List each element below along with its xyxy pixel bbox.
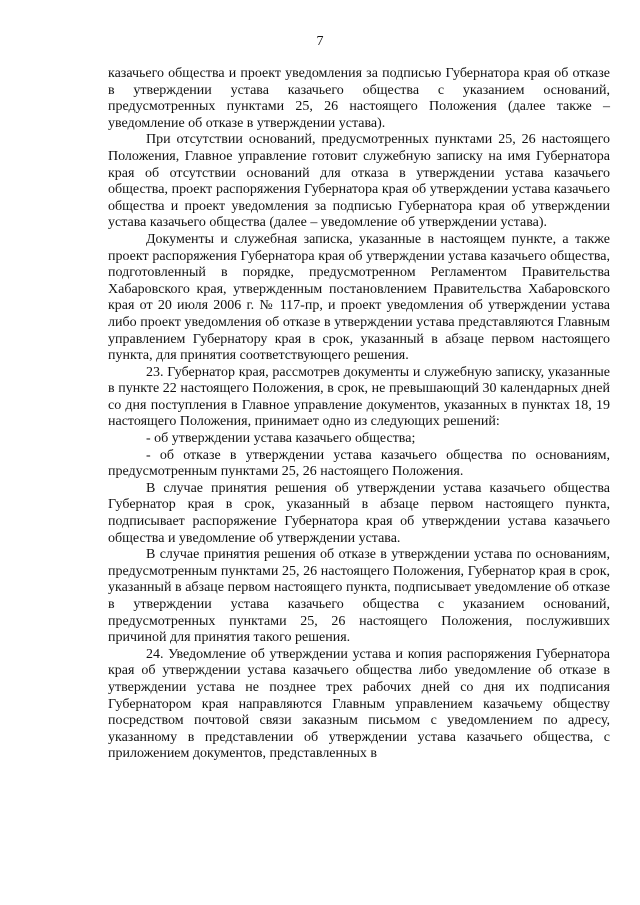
paragraph-clause-24: 24. Уведомление об утверждении устава и копия распоряжения Губернатора края об утверждении устава казачьего общества либо уведомление об отказе в утверждении устава не позднее трех рабочих дней со дня их подписания Губернатором края направляются Главным управлением казачьему обществу посредством почтовой связи заказным письмом с уведомлением по адресу, указанному в представлении об утверждении устава казачьего общества, с приложением документов, представленных в (108, 646, 610, 762)
document-body (108, 66, 610, 763)
paragraph-continuation: казачьего общества и проект уведомления за подписью Губернатора края об отказе в утверждении устава казачьего общества с указанием оснований, предусмотренных пунктами 25, 26 настоящего Положения (далее также – уведомление об отказе в утверждении устава). (108, 66, 610, 131)
paragraph-approval-decision: В случае принятия решения об утверждении устава казачьего общества Губернатор края в срок, указанный в абзаце первом настоящего пункта, подписывает распоряжение Губернатора края об утверждении устава казачьего общества и уведомление об утверждении устава. (108, 480, 610, 546)
list-item-refusal: - об отказе в утверждении устава казачьего общества по основаниям, предусмотренным пунктами 25, 26 настоящего Положения. (108, 447, 610, 480)
page-number: 7 (316, 34, 324, 49)
paragraph-documents-submission: Документы и служебная записка, указанные в настоящем пункте, а также проект распоряжения Губернатора края об утверждении устава казачьего общества, подготовленный в порядке, предусмотренном Регламентом Правительства Хабаровского края, утвержденным постановлением Правительства Хабаровского края от 20 июля 2006 г. № 117-пр, и проект уведомления об утверждении устава либо проект уведомления об отказе в утверждении устава представляются Главным управлением Губернатору края в срок, указанный в абзаце первом настоящего пункта, для принятия соответствующего решения. (108, 231, 610, 364)
list-item-approval: - об утверждении устава казачьего общества; (146, 431, 416, 447)
paragraph-no-grounds: При отсутствии оснований, предусмотренных пунктами 25, 26 настоящего Положения, Главное управление готовит служебную записку на имя Губернатора края об отсутствии оснований для отказа в утверждении устава казачьего общества, проект распоряжения Губернатора края об утверждении устава казачьего общества и проект уведомления за подписью Губернатора края об утверждении устава казачьего общества (далее – уведомление об утверждении устава). (108, 132, 610, 231)
paragraph-refusal-decision: В случае принятия решения об отказе в утверждении устава по основаниям, предусмотренным пунктами 25, 26 настоящего Положения, Губернатор края в срок, указанный в абзаце первом настоящего пункта, подписывает уведомление об отказе в утверждении устава казачьего общества с указанием оснований, предусмотренных пунктами 25, 26 настоящего Положения, послуживших причиной для принятия такого решения. (108, 547, 610, 646)
paragraph-clause-23: 23. Губернатор края, рассмотрев документы и служебную записку, указанные в пункте 22 настоящего Положения, в срок, не превышающий 30 календарных дней со дня поступления в Главное управление документов, указанных в пунктах 18, 19 настоящего Положения, принимает одно из следующих решений: (108, 364, 610, 430)
